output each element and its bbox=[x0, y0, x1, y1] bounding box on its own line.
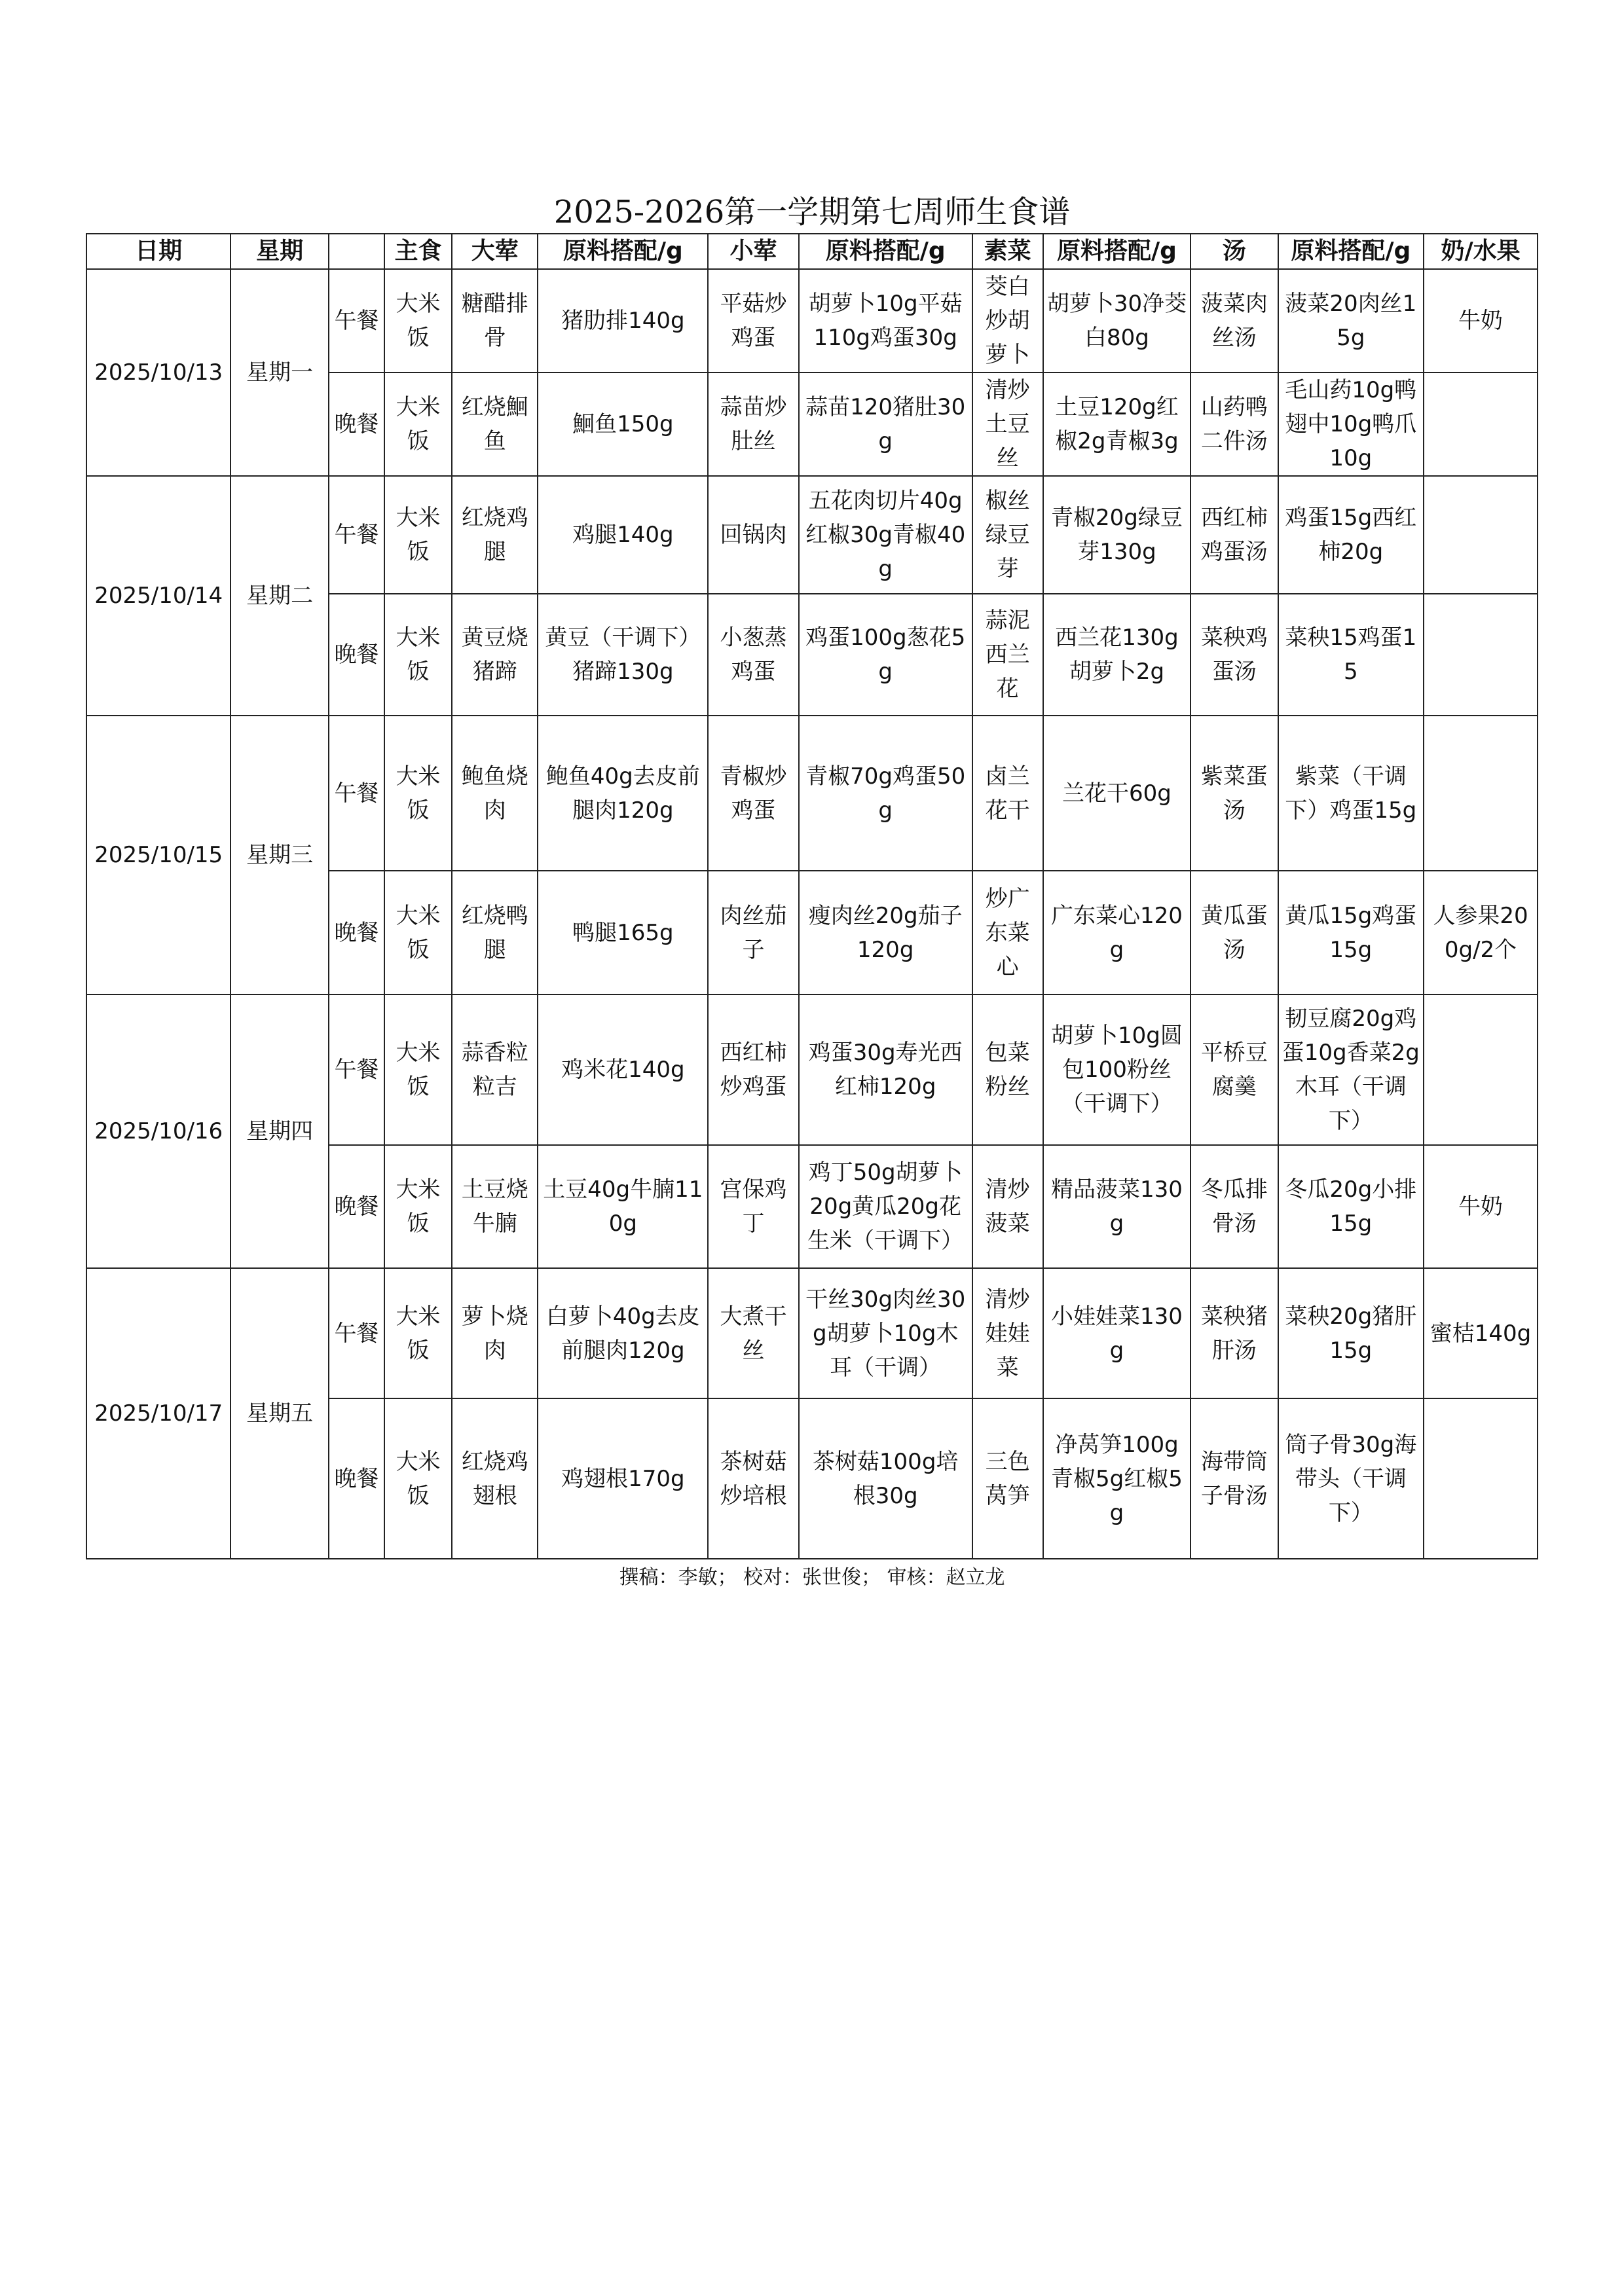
soup-cell: 西红柿鸡蛋汤 bbox=[1190, 476, 1278, 594]
date-cell: 2025/10/17 bbox=[86, 1268, 231, 1559]
vegetable-ingredients-cell: 广东菜心120g bbox=[1043, 871, 1190, 994]
main-meat-cell: 红烧鮰鱼 bbox=[452, 373, 538, 476]
side-meat-ingredients-cell: 鸡蛋30g寿光西红柿120g bbox=[799, 994, 972, 1145]
side-meat-cell: 肉丝茄子 bbox=[708, 871, 799, 994]
table-header-row bbox=[86, 234, 1538, 269]
side-meat-cell: 小葱蒸鸡蛋 bbox=[708, 594, 799, 716]
header-soup-ingredients: 原料搭配/g bbox=[1278, 234, 1424, 269]
header-meal bbox=[329, 234, 384, 269]
table-row bbox=[86, 994, 1538, 1145]
date-cell: 2025/10/15 bbox=[86, 716, 231, 994]
main-meat-cell: 萝卜烧肉 bbox=[452, 1268, 538, 1398]
main-meat-ingredients-cell: 鸡米花140g bbox=[538, 994, 708, 1145]
side-meat-cell: 回锅肉 bbox=[708, 476, 799, 594]
weekday-cell: 星期三 bbox=[231, 716, 329, 994]
main-meat-ingredients-cell: 鸡腿140g bbox=[538, 476, 708, 594]
main-meat-ingredients-cell: 土豆40g牛腩110g bbox=[538, 1145, 708, 1268]
weekday-cell: 星期二 bbox=[231, 476, 329, 716]
menu-table bbox=[86, 233, 1538, 1559]
soup-ingredients-cell: 筒子骨30g海带头（干调下） bbox=[1278, 1398, 1424, 1559]
main-meat-cell: 红烧鸡腿 bbox=[452, 476, 538, 594]
soup-cell: 冬瓜排骨汤 bbox=[1190, 1145, 1278, 1268]
side-meat-cell: 茶树菇炒培根 bbox=[708, 1398, 799, 1559]
vegetable-ingredients-cell: 小娃娃菜130g bbox=[1043, 1268, 1190, 1398]
meal-cell: 晚餐 bbox=[329, 1398, 384, 1559]
header-date: 日期 bbox=[86, 234, 231, 269]
main-meat-ingredients-cell: 黄豆（干调下）猪蹄130g bbox=[538, 594, 708, 716]
soup-cell: 山药鸭二件汤 bbox=[1190, 373, 1278, 476]
meal-cell: 午餐 bbox=[329, 716, 384, 871]
soup-cell: 菜秧猪肝汤 bbox=[1190, 1268, 1278, 1398]
side-meat-ingredients-cell: 胡萝卜10g平菇110g鸡蛋30g bbox=[799, 269, 972, 373]
vegetable-cell: 卤兰花干 bbox=[972, 716, 1043, 871]
soup-cell: 海带筒子骨汤 bbox=[1190, 1398, 1278, 1559]
main-meat-ingredients-cell: 鸭腿165g bbox=[538, 871, 708, 994]
table-row bbox=[86, 1268, 1538, 1398]
milk-fruit-cell: 蜜桔140g bbox=[1424, 1268, 1538, 1398]
weekday-cell: 星期一 bbox=[231, 269, 329, 476]
milk-fruit-cell: 牛奶 bbox=[1424, 269, 1538, 373]
side-meat-cell: 宫保鸡丁 bbox=[708, 1145, 799, 1268]
milk-fruit-cell bbox=[1424, 594, 1538, 716]
soup-cell: 紫菜蛋汤 bbox=[1190, 716, 1278, 871]
date-cell: 2025/10/13 bbox=[86, 269, 231, 476]
main-meat-cell: 土豆烧牛腩 bbox=[452, 1145, 538, 1268]
milk-fruit-cell: 牛奶 bbox=[1424, 1145, 1538, 1268]
main-meat-cell: 红烧鸡翅根 bbox=[452, 1398, 538, 1559]
soup-ingredients-cell: 紫菜（干调下）鸡蛋15g bbox=[1278, 716, 1424, 871]
table-row bbox=[86, 476, 1538, 594]
staple-cell: 大米饭 bbox=[384, 1268, 452, 1398]
vegetable-ingredients-cell: 西兰花130g胡萝卜2g bbox=[1043, 594, 1190, 716]
staple-cell: 大米饭 bbox=[384, 716, 452, 871]
main-meat-cell: 黄豆烧猪蹄 bbox=[452, 594, 538, 716]
vegetable-cell: 清炒土豆丝 bbox=[972, 373, 1043, 476]
soup-ingredients-cell: 菜秧15鸡蛋15 bbox=[1278, 594, 1424, 716]
weekday-cell: 星期五 bbox=[231, 1268, 329, 1559]
soup-cell: 菜秧鸡蛋汤 bbox=[1190, 594, 1278, 716]
staple-cell: 大米饭 bbox=[384, 1145, 452, 1268]
vegetable-cell: 三色莴笋 bbox=[972, 1398, 1043, 1559]
side-meat-cell: 青椒炒鸡蛋 bbox=[708, 716, 799, 871]
header-main-meat-ingredients: 原料搭配/g bbox=[538, 234, 708, 269]
footer-credits: 撰稿：李敏； 校对：张世俊； 审核：赵立龙 bbox=[619, 1566, 1005, 1589]
table-row bbox=[86, 716, 1538, 871]
side-meat-cell: 西红柿炒鸡蛋 bbox=[708, 994, 799, 1145]
side-meat-ingredients-cell: 瘦肉丝20g茄子120g bbox=[799, 871, 972, 994]
header-milk-fruit: 奶/水果 bbox=[1424, 234, 1538, 269]
weekday-cell: 星期四 bbox=[231, 994, 329, 1268]
meal-cell: 午餐 bbox=[329, 476, 384, 594]
meal-cell: 晚餐 bbox=[329, 1145, 384, 1268]
vegetable-ingredients-cell: 胡萝卜10g圆包100粉丝（干调下） bbox=[1043, 994, 1190, 1145]
vegetable-cell: 清炒娃娃菜 bbox=[972, 1268, 1043, 1398]
milk-fruit-cell bbox=[1424, 716, 1538, 871]
milk-fruit-cell bbox=[1424, 476, 1538, 594]
table-row bbox=[86, 269, 1538, 373]
header-vegetable: 素菜 bbox=[972, 234, 1043, 269]
main-meat-ingredients-cell: 猪肋排140g bbox=[538, 269, 708, 373]
milk-fruit-cell bbox=[1424, 994, 1538, 1145]
side-meat-cell: 平菇炒鸡蛋 bbox=[708, 269, 799, 373]
side-meat-ingredients-cell: 五花肉切片40g红椒30g青椒40g bbox=[799, 476, 972, 594]
date-cell: 2025/10/14 bbox=[86, 476, 231, 716]
header-staple: 主食 bbox=[384, 234, 452, 269]
soup-cell: 菠菜肉丝汤 bbox=[1190, 269, 1278, 373]
side-meat-cell: 大煮干丝 bbox=[708, 1268, 799, 1398]
main-meat-cell: 糖醋排骨 bbox=[452, 269, 538, 373]
staple-cell: 大米饭 bbox=[384, 994, 452, 1145]
vegetable-ingredients-cell: 青椒20g绿豆芽130g bbox=[1043, 476, 1190, 594]
soup-ingredients-cell: 鸡蛋15g西红柿20g bbox=[1278, 476, 1424, 594]
main-meat-ingredients-cell: 鲍鱼40g去皮前腿肉120g bbox=[538, 716, 708, 871]
milk-fruit-cell bbox=[1424, 373, 1538, 476]
header-vegetable-ingredients: 原料搭配/g bbox=[1043, 234, 1190, 269]
header-main-meat: 大荤 bbox=[452, 234, 538, 269]
staple-cell: 大米饭 bbox=[384, 871, 452, 994]
page-title: 2025-2026第一学期第七周师生食谱 bbox=[553, 194, 1071, 230]
vegetable-ingredients-cell: 净莴笋100g青椒5g红椒5g bbox=[1043, 1398, 1190, 1559]
side-meat-ingredients-cell: 青椒70g鸡蛋50g bbox=[799, 716, 972, 871]
meal-cell: 午餐 bbox=[329, 1268, 384, 1398]
side-meat-cell: 蒜苗炒肚丝 bbox=[708, 373, 799, 476]
staple-cell: 大米饭 bbox=[384, 269, 452, 373]
main-meat-ingredients-cell: 白萝卜40g去皮前腿肉120g bbox=[538, 1268, 708, 1398]
vegetable-cell: 茭白炒胡萝卜 bbox=[972, 269, 1043, 373]
soup-ingredients-cell: 菠菜20肉丝15g bbox=[1278, 269, 1424, 373]
soup-ingredients-cell: 菜秧20g猪肝15g bbox=[1278, 1268, 1424, 1398]
header-side-meat: 小荤 bbox=[708, 234, 799, 269]
vegetable-ingredients-cell: 胡萝卜30净茭白80g bbox=[1043, 269, 1190, 373]
soup-ingredients-cell: 韧豆腐20g鸡蛋10g香菜2g木耳（干调下） bbox=[1278, 994, 1424, 1145]
milk-fruit-cell bbox=[1424, 1398, 1538, 1559]
side-meat-ingredients-cell: 茶树菇100g培根30g bbox=[799, 1398, 972, 1559]
header-side-meat-ingredients: 原料搭配/g bbox=[799, 234, 972, 269]
main-meat-cell: 蒜香粒粒吉 bbox=[452, 994, 538, 1145]
staple-cell: 大米饭 bbox=[384, 1398, 452, 1559]
vegetable-cell: 炒广东菜心 bbox=[972, 871, 1043, 994]
soup-ingredients-cell: 冬瓜20g小排15g bbox=[1278, 1145, 1424, 1268]
soup-ingredients-cell: 毛山药10g鸭翅中10g鸭爪10g bbox=[1278, 373, 1424, 476]
main-meat-ingredients-cell: 鮰鱼150g bbox=[538, 373, 708, 476]
meal-cell: 午餐 bbox=[329, 994, 384, 1145]
side-meat-ingredients-cell: 干丝30g肉丝30g胡萝卜10g木耳（干调） bbox=[799, 1268, 972, 1398]
vegetable-cell: 椒丝绿豆芽 bbox=[972, 476, 1043, 594]
soup-cell: 黄瓜蛋汤 bbox=[1190, 871, 1278, 994]
meal-cell: 晚餐 bbox=[329, 594, 384, 716]
date-cell: 2025/10/16 bbox=[86, 994, 231, 1268]
header-soup: 汤 bbox=[1190, 234, 1278, 269]
meal-cell: 晚餐 bbox=[329, 373, 384, 476]
staple-cell: 大米饭 bbox=[384, 594, 452, 716]
vegetable-cell: 包菜粉丝 bbox=[972, 994, 1043, 1145]
side-meat-ingredients-cell: 鸡蛋100g葱花5g bbox=[799, 594, 972, 716]
staple-cell: 大米饭 bbox=[384, 373, 452, 476]
meal-cell: 晚餐 bbox=[329, 871, 384, 994]
side-meat-ingredients-cell: 鸡丁50g胡萝卜20g黄瓜20g花生米（干调下） bbox=[799, 1145, 972, 1268]
side-meat-ingredients-cell: 蒜苗120猪肚30g bbox=[799, 373, 972, 476]
staple-cell: 大米饭 bbox=[384, 476, 452, 594]
main-meat-ingredients-cell: 鸡翅根170g bbox=[538, 1398, 708, 1559]
vegetable-cell: 清炒菠菜 bbox=[972, 1145, 1043, 1268]
main-meat-cell: 红烧鸭腿 bbox=[452, 871, 538, 994]
milk-fruit-cell: 人参果200g/2个 bbox=[1424, 871, 1538, 994]
meal-cell: 午餐 bbox=[329, 269, 384, 373]
header-weekday: 星期 bbox=[231, 234, 329, 269]
vegetable-ingredients-cell: 精品菠菜130g bbox=[1043, 1145, 1190, 1268]
soup-cell: 平桥豆腐羹 bbox=[1190, 994, 1278, 1145]
main-meat-cell: 鲍鱼烧肉 bbox=[452, 716, 538, 871]
soup-ingredients-cell: 黄瓜15g鸡蛋15g bbox=[1278, 871, 1424, 994]
vegetable-ingredients-cell: 土豆120g红椒2g青椒3g bbox=[1043, 373, 1190, 476]
vegetable-cell: 蒜泥西兰花 bbox=[972, 594, 1043, 716]
vegetable-ingredients-cell: 兰花干60g bbox=[1043, 716, 1190, 871]
